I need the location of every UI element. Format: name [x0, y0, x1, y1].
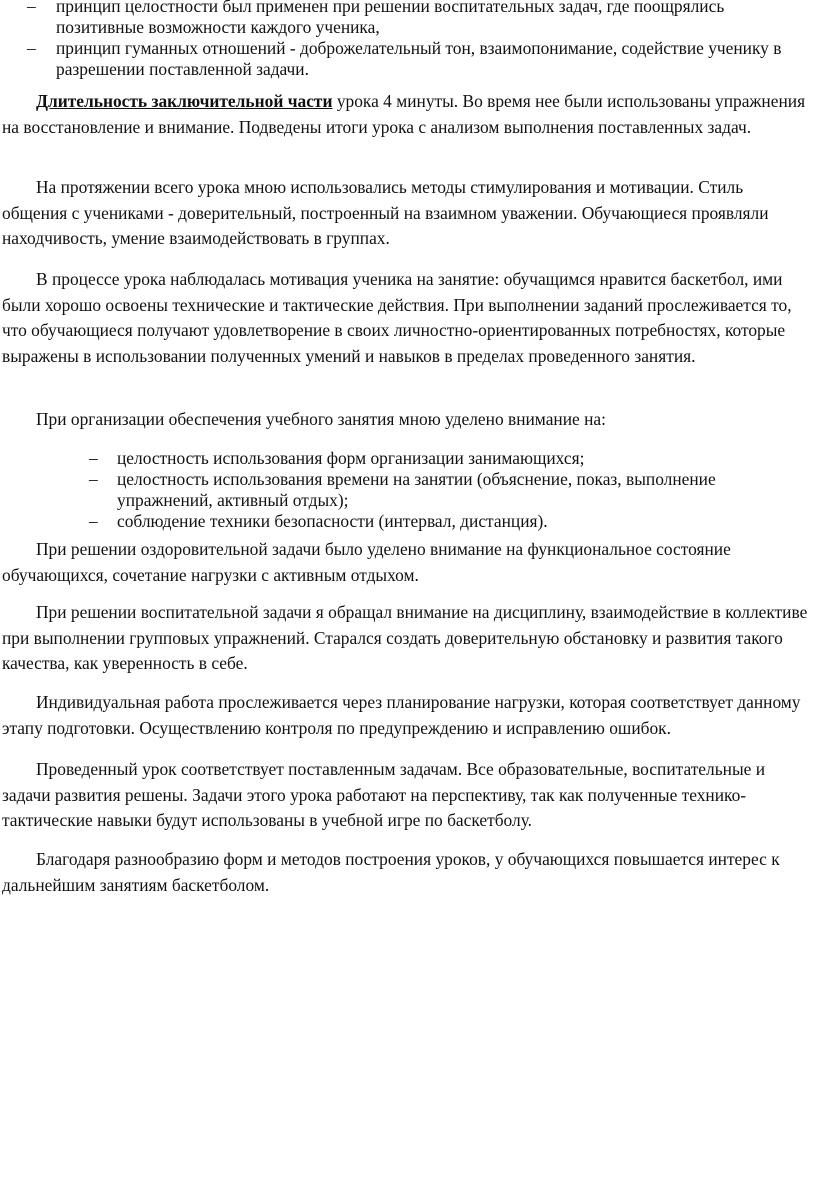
paragraph-individual-work: Индивидуальная работа прослеживается через планирование нагрузки, которая соответствует данному этапу подготовки. Осуществлению контроля по предупреждению и исправлению ошибок.: [2, 692, 801, 738]
paragraph-lesson-result: Проведенный урок соответствует поставленным задачам. Все образовательные, воспитательные и задачи развития решены. Задачи этого урока работают на перспективу, так как полученные технико-тактические навыки будут использованы в учебной игре по баскетболу.: [2, 759, 766, 830]
list-item-text: соблюдение техники безопасности (интервал, дистанция).: [117, 511, 548, 531]
list-item-text: целостность использования времени на занятии (объяснение, показ, выполнение упражнений, активный отдых);: [117, 469, 716, 510]
paragraph-health-task: При решении оздоровительной задачи было уделено внимание на функциональное состояние обучающихся, сочетание нагрузки с активным отдыхом.: [2, 539, 731, 585]
list-item: [0, 38, 800, 80]
list-item: [0, 0, 800, 38]
list-item: [0, 448, 800, 469]
paragraph-organization: При организации обеспечения учебного занятия мною уделено внимание на:: [36, 409, 606, 429]
list-dash: –: [89, 469, 98, 489]
list-dash: –: [27, 38, 36, 58]
list-item: [0, 511, 800, 532]
list-dash: –: [89, 511, 98, 531]
list-dash: –: [89, 448, 98, 468]
paragraph-education-task: При решении воспитательной задачи я обращал внимание на дисциплину, взаимодействие в коллективе при выполнении групповых упражнений. Старался создать доверительную обстановку и развития такого качества, как уверенность в себе.: [2, 602, 808, 673]
final-part-heading: Длительность заключительной части: [36, 91, 333, 111]
paragraph-methods: На протяжении всего урока мною использовались методы стимулирования и мотивации. Стиль общения с учениками - доверительный, построенный на взаимном уважении. Обучающиеся проявляли находчивость, умение взаимодействовать в группах.: [2, 177, 769, 248]
paragraph-conclusion: Благодаря разнообразию форм и методов построения уроков, у обучающихся повышается интерес к дальнейшим занятиям баскетболом.: [2, 849, 780, 895]
list-item-text: принцип гуманных отношений - доброжелательный тон, взаимопонимание, содействие ученику в разрешении поставленной задачи.: [56, 38, 782, 79]
list-item-text: принцип целостности был применен при решении воспитательных задач, где поощрялись позитивные возможности каждого ученика,: [56, 0, 725, 37]
paragraph-final-part: [2, 89, 808, 140]
list-item-text: целостность использования форм организации занимающихся;: [117, 448, 585, 468]
principles-list: [0, 0, 800, 80]
list-item: [0, 469, 800, 511]
list-dash: –: [27, 0, 36, 16]
organization-list: [0, 448, 800, 532]
paragraph-motivation: В процессе урока наблюдалась мотивация ученика на занятие: обучащимся нравится баскетбол, ими были хорошо освоены технические и тактические действия. При выполнении заданий прослеживается то, что обучающиеся получают удовлетворение в своих личностно-ориентированных потребностях, которые выражены в использовании полученных умений и навыков в пределах проведенного занятия.: [2, 269, 792, 366]
final-part-text: урока 4 минуты. Во время нее были использованы упражнения на восстановление и внимание. Подведены итоги урока с анализом выполнения поставленных задач.: [2, 91, 806, 137]
